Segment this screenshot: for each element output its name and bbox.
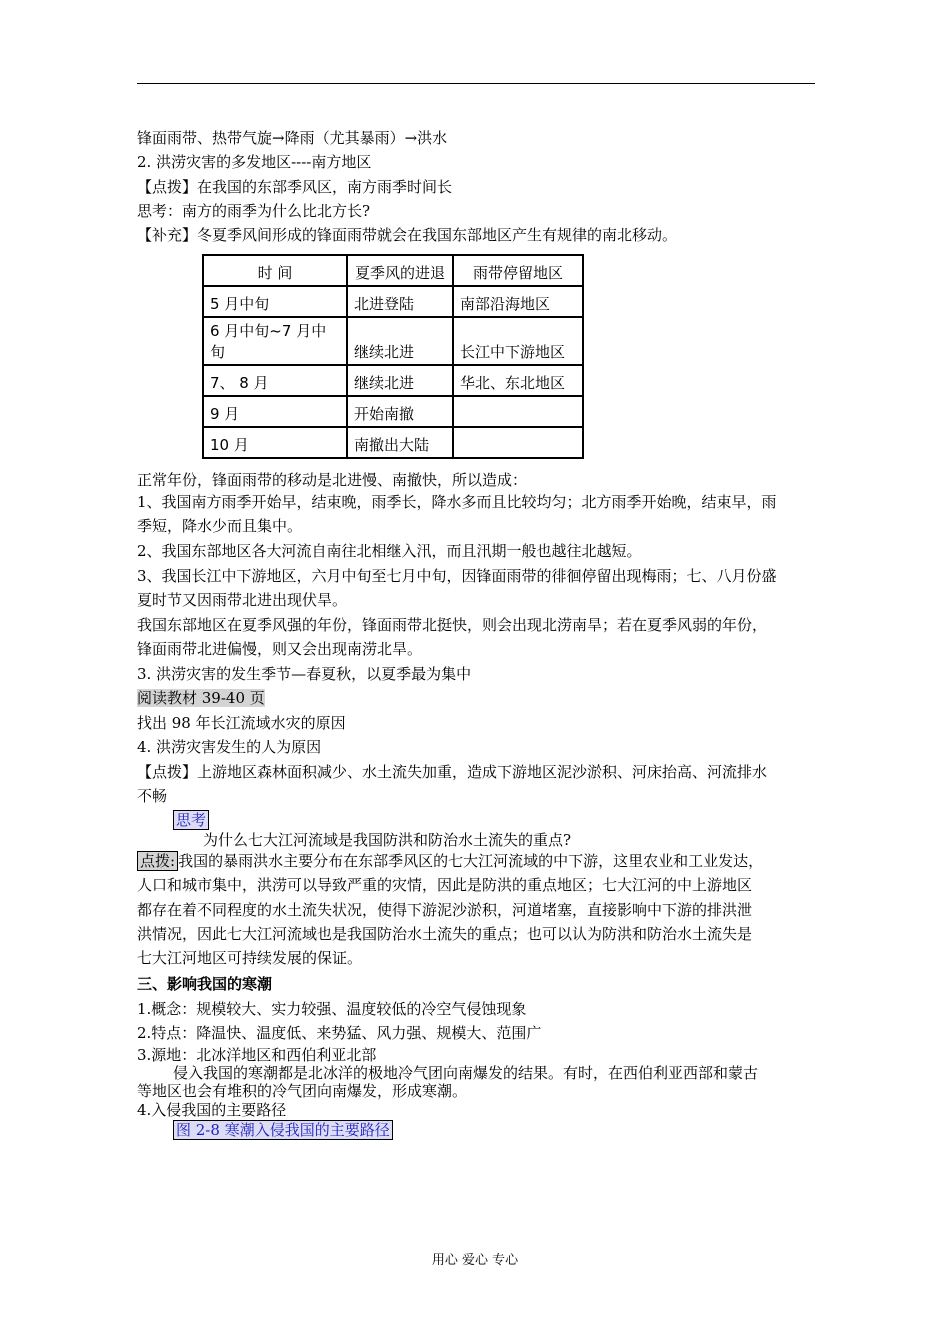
figure-link[interactable]: 图 2-8 寒潮入侵我国的主要路径 — [173, 1120, 393, 1140]
figure-link-row — [173, 1118, 393, 1142]
text-line: 4.入侵我国的主要路径 — [137, 1101, 287, 1119]
text-line: 2.特点：降温快、温度低、来势猛、风力强、规模大、范围广 — [137, 1024, 542, 1042]
text-line: 【点拨】上游地区森林面积减少、水土流失加重，造成下游地区泥沙淤积、河床抬高、河流排水 — [137, 763, 768, 781]
text-line: 正常年份，锋面雨带的移动是北进慢、南撤快，所以造成： — [137, 471, 528, 489]
text-line: 3.源地：北冰洋地区和西伯利亚北部 — [137, 1046, 377, 1064]
text-line: 洪情况，因此七大江河流域也是我国防治水土流失的重点；也可以认为防洪和防治水土流失是 — [137, 925, 753, 943]
text-line: 七大江河地区可持续发展的保证。 — [137, 949, 363, 967]
text-line: 思考：南方的雨季为什么比北方长? — [137, 202, 371, 220]
text-line: 都存在着不同程度的水土流失状况，使得下游泥沙淤积，河道堵塞，直接影响中下游的排洪泄 — [137, 901, 753, 919]
section-heading: 4. 洪涝灾害发生的人为原因 — [137, 738, 322, 756]
table-cell: 华北、东北地区 — [453, 365, 583, 396]
table-cell: 6 月中旬~7 月中旬 — [203, 317, 347, 365]
rain-belt-table — [202, 254, 584, 459]
text-line: 侵入我国的寒潮都是北冰洋的极地冷气团向南爆发的结果。有时，在西伯利亚西部和蒙古 — [173, 1064, 759, 1082]
text-line: 我国东部地区在夏季风强的年份，锋面雨带北挺快，则会出现北涝南旱；若在夏季风弱的年份， — [137, 616, 768, 634]
text-line: 锋面雨带北进偏慢，则又会出现南涝北旱。 — [137, 640, 423, 658]
text-line: 等地区也会有堆积的冷气团向南爆发，形成寒潮。 — [137, 1082, 468, 1100]
table-header-cell: 雨带停留地区 — [453, 255, 583, 286]
text-line: 【点拨】在我国的东部季风区，南方雨季时间长 — [137, 178, 453, 196]
table-cell: 9 月 — [203, 396, 347, 427]
section-heading: 三、影响我国的寒潮 — [137, 975, 273, 993]
table-cell — [453, 427, 583, 458]
text-line: 1、我国南方雨季开始早，结束晚，雨季长，降水多而且比较均匀；北方雨季开始晚，结束早，雨 — [137, 493, 777, 511]
hint-text: 我国的暴雨洪水主要分布在东部季风区的七大江河流域的中下游，这里农业和工业发达， — [178, 852, 764, 870]
text-line: 【补充】冬夏季风间形成的锋面雨带就会在我国东部地区产生有规律的南北移动。 — [137, 226, 678, 244]
page-footer: 用心 爱心 专心 — [431, 1253, 519, 1268]
text-line: 2、我国东部地区各大河流自南往北相继入汛，而且汛期一般也越往北越短。 — [137, 542, 642, 560]
table-cell: 7、 8 月 — [203, 365, 347, 396]
table-cell: 10 月 — [203, 427, 347, 458]
text-line: 锋面雨带、热带气旋→降雨（尤其暴雨）→洪水 — [137, 129, 448, 147]
text-line: 不畅 — [137, 787, 168, 805]
text-line: 季短，降水少而且集中。 — [137, 517, 303, 535]
table-row — [203, 427, 583, 458]
table-cell — [453, 396, 583, 427]
table-row — [203, 365, 583, 396]
table-header-cell: 夏季风的进退 — [347, 255, 453, 286]
question-line: 为什么七大江河流域是我国防洪和防治水土流失的重点? — [203, 831, 572, 849]
table-cell: 北进登陆 — [347, 286, 453, 317]
section-heading: 2. 洪涝灾害的多发地区----南方地区 — [137, 153, 372, 171]
table-cell: 继续北进 — [347, 317, 453, 365]
table-cell: 长江中下游地区 — [453, 317, 583, 365]
table-header-cell: 时 间 — [203, 255, 347, 286]
table-cell: 继续北进 — [347, 365, 453, 396]
text-line: 3、我国长江中下游地区，六月中旬至七月中旬，因锋面雨带的徘徊停留出现梅雨；七、八月份盛 — [137, 567, 777, 585]
reading-highlight: 阅读教材 39-40 页 — [137, 689, 265, 707]
header-rule — [137, 83, 815, 84]
section-heading: 3. 洪涝灾害的发生季节—春夏秋，以夏季最为集中 — [137, 665, 472, 683]
text-line: 人口和城市集中，洪涝可以导致严重的灾情，因此是防洪的重点地区；七大江河的中上游地区 — [137, 876, 753, 894]
table-header-row — [203, 255, 583, 286]
text-line: 夏时节又因雨带北进出现伏旱。 — [137, 591, 348, 609]
text-line: 1.概念：规模较大、实力较强、温度较低的冷空气侵蚀现象 — [137, 1000, 527, 1018]
text-line: 找出 98 年长江流域水灾的原因 — [137, 714, 346, 732]
reading-note — [137, 686, 265, 710]
table-cell: 南部沿海地区 — [453, 286, 583, 317]
table-row — [203, 396, 583, 427]
text-line — [137, 849, 763, 873]
table-cell: 开始南撤 — [347, 396, 453, 427]
think-link[interactable]: 思考 — [173, 810, 209, 830]
table-row — [203, 317, 583, 365]
table-row — [203, 286, 583, 317]
table-cell: 南撤出大陆 — [347, 427, 453, 458]
hint-tag: 点拨: — [137, 851, 178, 871]
table-cell: 5 月中旬 — [203, 286, 347, 317]
